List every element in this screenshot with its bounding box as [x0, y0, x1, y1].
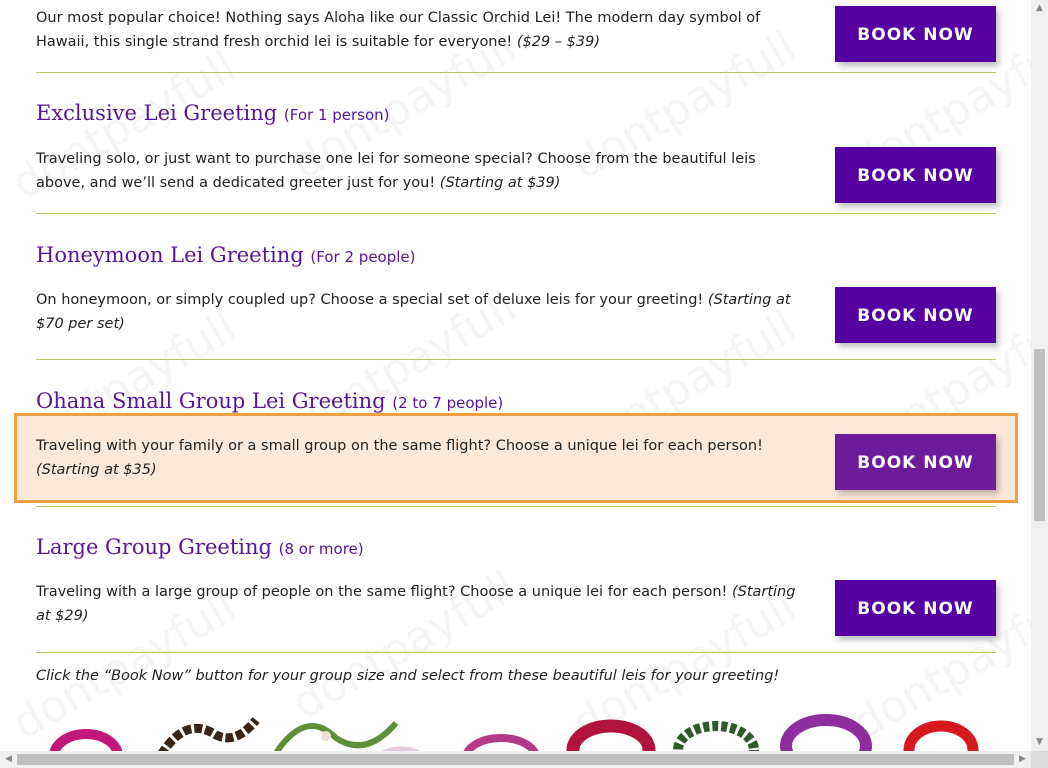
lei-image-pink-orchid [46, 716, 136, 751]
lei-image-purple-orchid [771, 708, 881, 751]
horizontal-scrollbar[interactable] [0, 751, 1031, 768]
divider [36, 359, 996, 360]
divider [36, 72, 996, 73]
divider [36, 213, 996, 214]
book-now-button[interactable]: BOOK NOW [835, 580, 996, 636]
section-honeymoon-description: On honeymoon, or simply coupled up? Choose a special set of deluxe leis for your greeting! (Starting at $70 per set) [36, 292, 791, 332]
section-title-exclusive: Exclusive Lei Greeting (For 1 person) [36, 101, 390, 125]
divider [36, 506, 996, 507]
lei-image-red-ribbon [896, 712, 996, 751]
lei-image-purple-white [456, 720, 546, 751]
horizontal-scroll-thumb[interactable] [17, 754, 1014, 765]
lei-image-kukui-nut [156, 710, 266, 751]
section-large-group-description: Traveling with a large group of people on the same flight? Choose a unique lei for each person! (Starting at $29) [36, 584, 796, 624]
lei-image-white-orchid [366, 730, 446, 751]
lei-image-red-carnation [561, 712, 661, 751]
lei-image-green-maile [666, 712, 766, 751]
scroll-up-arrow-icon[interactable]: ▲ [1036, 3, 1043, 13]
scroll-left-arrow-icon[interactable]: ◀ [5, 754, 12, 764]
book-now-button[interactable]: BOOK NOW [835, 287, 996, 343]
section-title-large-group: Large Group Greeting (8 or more) [36, 535, 364, 559]
vertical-scroll-thumb[interactable] [1034, 349, 1045, 521]
book-now-button[interactable]: BOOK NOW [835, 147, 996, 203]
vertical-scrollbar[interactable] [1031, 0, 1048, 751]
section-title-honeymoon: Honeymoon Lei Greeting (For 2 people) [36, 243, 416, 267]
section-exclusive-description: Traveling solo, or just want to purchase one lei for someone special? Choose from the beautiful leis above, and we’ll send a dedicated greeter just for you! (Starting at $39) [36, 151, 756, 191]
lei-gallery [36, 700, 996, 751]
scroll-down-arrow-icon[interactable]: ▼ [1036, 737, 1043, 747]
section-classic-description: Our most popular choice! Nothing says Aloha like our Classic Orchid Lei! The modern day symbol of Hawaii, this single strand fresh orchid lei is suitable for everyone! ($29 – $39) [36, 10, 761, 50]
scrollbar-corner [1031, 751, 1048, 768]
scroll-right-arrow-icon[interactable]: ▶ [1019, 754, 1026, 764]
divider [36, 652, 996, 653]
footer-note: Click the “Book Now” button for your group size and select from these beautiful leis for your greeting! [36, 668, 780, 684]
section-ohana-description: Traveling with your family or a small group on the same flight? Choose a unique lei for each person! (Starting at $35) [36, 438, 763, 478]
book-now-button[interactable]: BOOK NOW [835, 6, 996, 62]
book-now-button[interactable]: BOOK NOW [835, 434, 996, 490]
section-title-ohana: Ohana Small Group Lei Greeting (2 to 7 people) [36, 389, 504, 413]
